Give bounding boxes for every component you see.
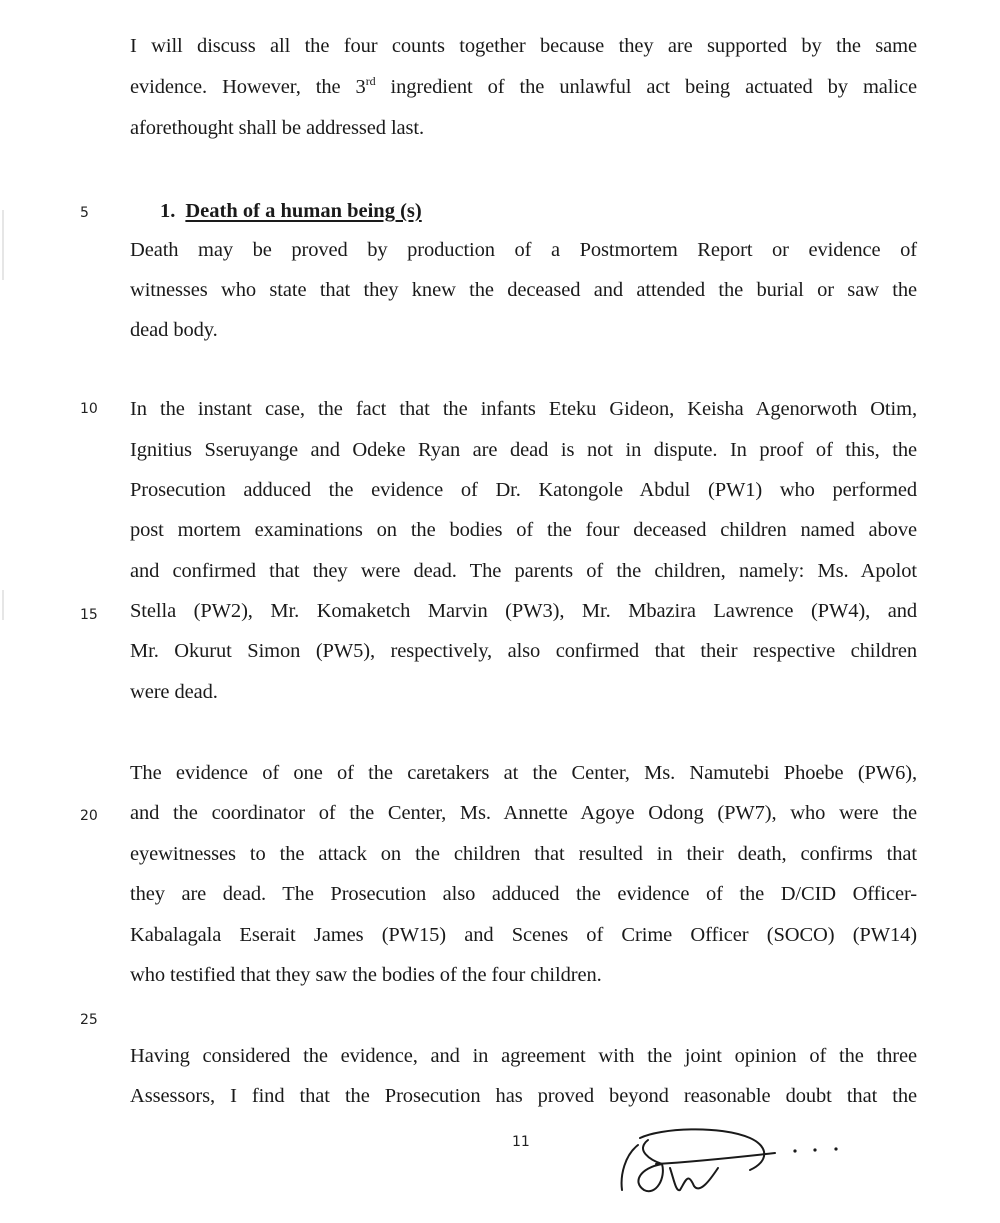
text-segment: ingredient of the unlawful act being actuated by malice — [375, 76, 917, 98]
text-line: Having considered the evidence, and in agreement with the joint opinion of the three — [130, 1045, 917, 1067]
signature-dot — [813, 1148, 816, 1151]
signature-dot — [834, 1147, 837, 1150]
text-line: Assessors, I find that the Prosecution has proved beyond reasonable doubt that the — [130, 1085, 917, 1107]
signature-stroke — [622, 1145, 638, 1190]
text-line: were dead. — [130, 681, 218, 703]
scan-edge-mark — [2, 590, 4, 620]
signature-stroke — [638, 1140, 662, 1191]
text-line — [130, 75, 917, 99]
text-line: who testified that they saw the bodies of the four children. — [130, 964, 602, 986]
text-line: I will discuss all the four counts together because they are supported by the same — [130, 35, 917, 57]
page-number: 11 — [512, 1134, 530, 1150]
line-number: 5 — [80, 205, 89, 221]
line-number: 25 — [80, 1012, 98, 1028]
section-number: 1. — [160, 200, 176, 222]
scan-edge-mark — [2, 210, 4, 280]
text-segment: evidence. However, the 3 — [130, 76, 366, 98]
line-number: 10 — [80, 401, 98, 417]
text-line: witnesses who state that they knew the deceased and attended the burial or saw the — [130, 279, 917, 301]
text-line: Prosecution adduced the evidence of Dr. Katongole Abdul (PW1) who performed — [130, 479, 917, 501]
text-line: and confirmed that they were dead. The parents of the children, namely: Ms. Apolot — [130, 560, 917, 582]
text-line: aforethought shall be addressed last. — [130, 117, 425, 139]
signature-dot — [793, 1149, 796, 1152]
text-line: they are dead. The Prosecution also adduced the evidence of the D/CID Officer- — [130, 883, 917, 905]
line-number: 15 — [80, 607, 98, 623]
text-line: dead body. — [130, 319, 218, 341]
text-line: Ignitius Sseruyange and Odeke Ryan are dead is not in dispute. In proof of this, the — [130, 439, 917, 461]
text-line: Death may be proved by production of a Postmortem Report or evidence of — [130, 239, 917, 261]
text-line: Stella (PW2), Mr. Komaketch Marvin (PW3), Mr. Mbazira Lawrence (PW4), and — [130, 600, 917, 622]
text-line: and the coordinator of the Center, Ms. Annette Agoye Odong (PW7), who were the — [130, 802, 917, 824]
text-line: Kabalagala Eserait James (PW15) and Scenes of Crime Officer (SOCO) (PW14) — [130, 924, 917, 946]
section-title: Death of a human being (s) — [185, 200, 422, 222]
text-line: eyewitnesses to the attack on the children that resulted in their death, confirms that — [130, 843, 917, 865]
handwritten-signature-icon — [600, 1120, 860, 1210]
text-line: post mortem examinations on the bodies of the four deceased children named above — [130, 519, 917, 541]
section-heading — [160, 199, 422, 223]
signature-stroke — [656, 1153, 775, 1164]
text-line: In the instant case, the fact that the infants Eteku Gideon, Keisha Agenorwoth Otim, — [130, 398, 917, 420]
line-number: 20 — [80, 808, 98, 824]
text-line: The evidence of one of the caretakers at the Center, Ms. Namutebi Phoebe (PW6), — [130, 762, 917, 784]
text-line: Mr. Okurut Simon (PW5), respectively, also confirmed that their respective children — [130, 640, 917, 662]
signature-stroke — [670, 1168, 718, 1190]
superscript: rd — [365, 74, 376, 89]
